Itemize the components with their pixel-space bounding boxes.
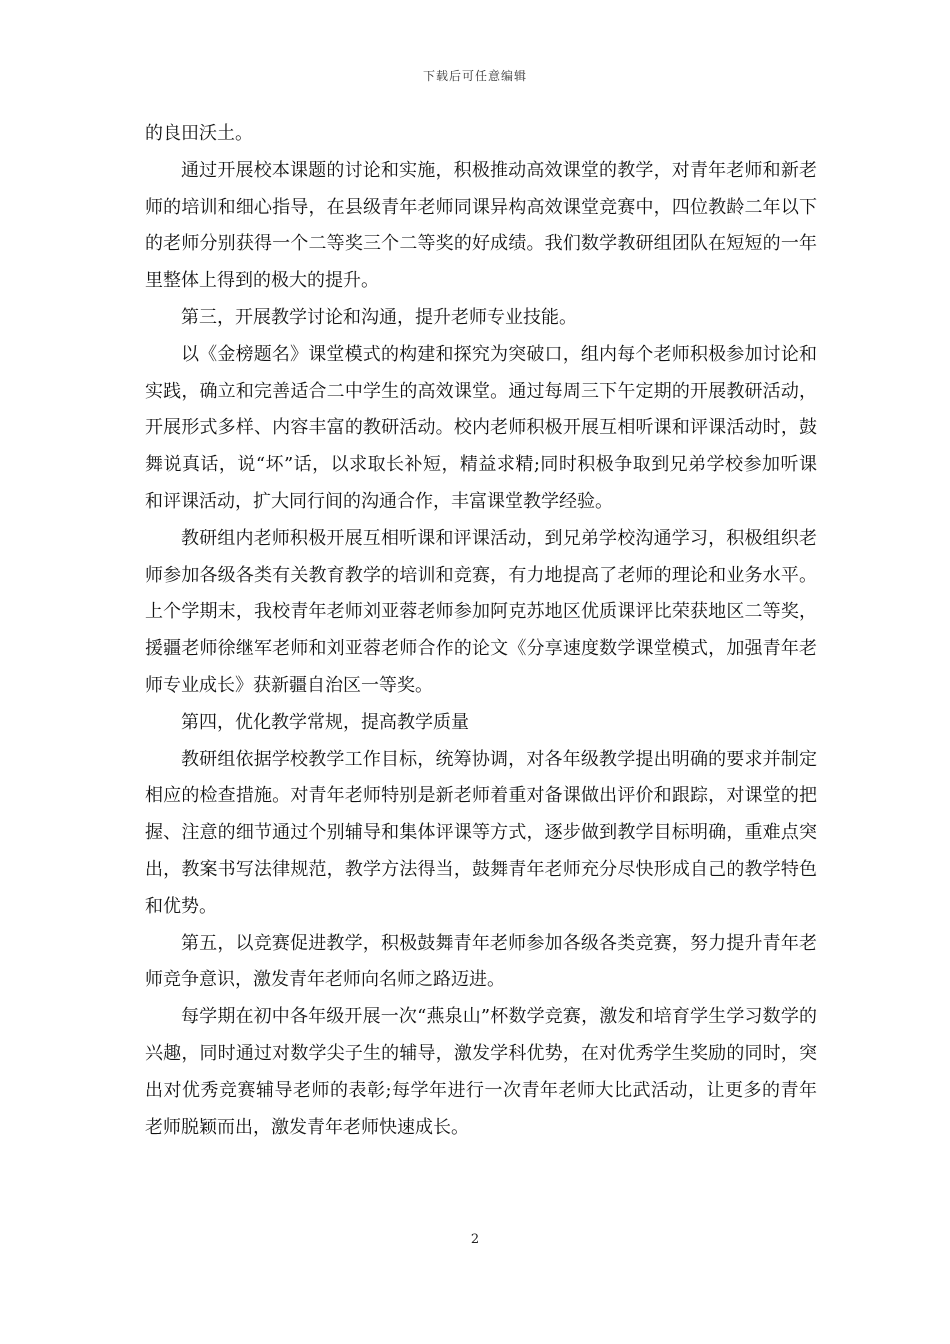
paragraph: 教研组内老师积极开展互相听课和评课活动，到兄弟学校沟通学习，积极组织老师参加各级各类有关教育教学的培训和竞赛，有力地提高了老师的理论和业务水平。上个学期末，我校青年老师刘亚蓉老师参加阿克苏地区优质课评比荣获地区二等奖，援疆老师徐继军老师和刘亚蓉老师合作的论文《分享速度数学课堂模式，加强青年老师专业成长》获新疆自治区一等奖。 <box>145 527 817 696</box>
page-header: 下载后可任意编辑 <box>422 69 527 83</box>
paragraph: 教研组依据学校教学工作目标，统筹协调，对各年级教学提出明确的要求并制定相应的检查措施。对青年老师特别是新老师着重对备课做出评价和跟踪，对课堂的把握、注意的细节通过个别辅导和集体评课等方式，逐步做到教学目标明确，重难点突出，教案书写法律规范，教学方法得当，鼓舞青年老师充分尽快形成自己的教学特色和优势。 <box>145 748 817 917</box>
paragraph: 每学期在初中各年级开展一次“燕泉山”杯数学竞赛，激发和培育学生学习数学的兴趣，同时通过对数学尖子生的辅导，激发学科优势，在对优秀学生奖励的同时，突出对优秀竞赛辅导老师的表彰;每学年进行一次青年老师大比武活动，让更多的青年老师脱颖而出，激发青年老师快速成长。 <box>145 1006 817 1138</box>
section-heading-fourth: 第四，优化教学常规，提高教学质量 <box>181 711 469 733</box>
section-heading-third: 第三，开展教学讨论和沟通，提升老师专业技能。 <box>181 306 577 328</box>
paragraph: 通过开展校本课题的讨论和实施，积极推动高效课堂的教学，对青年老师和新老师的培训和细心指导，在县级青年老师同课异构高效课堂竞赛中，四位教龄二年以下的老师分别获得一个二等奖三个二等奖的好成绩。我们数学教研组团队在短短的一年里整体上得到的极大的提升。 <box>145 159 817 292</box>
paragraph-continuation: 的良田沃土。 <box>145 123 253 144</box>
page-number: 2 <box>470 1232 480 1247</box>
section-heading-fifth: 第五，以竞赛促进教学，积极鼓舞青年老师参加各级各类竞赛，努力提升青年老师竞争意识，激发青年老师向名师之路迈进。 <box>145 932 817 991</box>
paragraph: 以《金榜题名》课堂模式的构建和探究为突破口，组内每个老师积极参加讨论和实践，确立和完善适合二中学生的高效课堂。通过每周三下午定期的开展教研活动，开展形式多样、内容丰富的教研活动。校内老师积极开展互相听课和评课活动时，鼓舞说真话，说“坏”话，以求取长补短，精益求精;同时积极争取到兄弟学校参加听课和评课活动，扩大同行间的沟通合作，丰富课堂教学经验。 <box>145 343 817 512</box>
document-body <box>145 116 817 1146</box>
